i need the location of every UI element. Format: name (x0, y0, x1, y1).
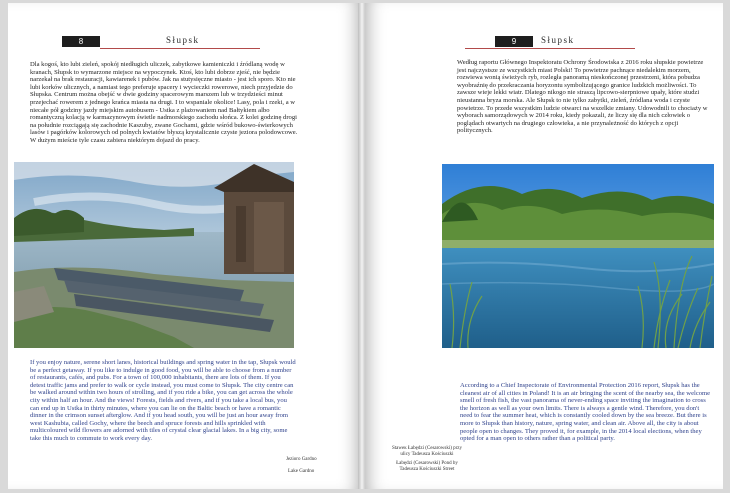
page-number: 8 (62, 36, 100, 47)
photo-caption-polish: Staweк Łabędzi (Cesarowski) przy ulicy Tadeusza Kościuszki (391, 446, 463, 457)
english-body-text: If you enjoy nature, serene short lanes, historical buildings and spring water in the tap, Słupsk would be a perfect getaway. If you like to indulge in good food, you will be able to choose from a number of restaurants, cafés, and pubs. For a town of 100,000 inhabitants, there are lots of them. If you detest traffic jams and prefer to walk or cycle instead, you must come to Słupsk. The city centre can be walked around within two hours of strolling, and if you ride a bike, you can get across the whole city within half an hour. And the views! Forests, fields and rivers, and if you take a local bus, you can end up in Ustka in thirty minutes, where you can lie on the Baltic beach or have a romantic dinner in the crimson sunset afterglow. And if you head south, you will be just an hour away from west Kashubia, called Gochy, where the beech and spruce forests and hills sprinkled with multicoloured wild flowers are adorned with tiles of crystal clear glacial lakes. In a big city, some take this much to commute to work every day. (30, 359, 296, 442)
photo-caption-english: Łabędzi (Cesarowski) Pond by Tadeusza Kościuszki Street (396, 461, 458, 472)
left-page-header (8, 36, 360, 50)
english-body-text: According to a Chief Inspectorate of Environmental Protection 2016 report, Słupsk has the cleanest air of all cities in Poland! It is an air bringing the scent of the nearby sea, the welcome smell of fresh fish, the vast panorama of never-ending space inviting the imagination to cross the horizon as well as your own limits. There is always a gentle wind. Therefore, you don't need to fear the summer heat, which is constantly cooled down by the sea breeze. But there is more to Słupsk than history, nature, spring water, and clean air. Above all, the city is about people open to changes. They proved it, for example, in the 2014 local elections, when they opted for a man open to others rather than a political party. (460, 382, 711, 443)
photo-caption-polish: Jezioro Gardno (286, 457, 317, 462)
running-title: Słupsk (166, 35, 200, 45)
polish-body-text: Dla kogoś, kto lubi zieleń, spokój niedługich uliczek, zabytkowe kamieniczki i źródlaną wodę w kranach, Słupsk to wymarzone miejsce na wypoczynek. Ktoś, kto lubi dobrze zjeść, nie będzie narzekał na brak restauracji, kawiarenek i pubów. Jak na stutysięczne miasto - jest ich sporo. Kto nie lubi korków ulicznych, a namiast tego preferuje spacery i wycieczki rowerowe, niech przyjedzie do Słupska. Centrum można obejść w dwie godziny spacerowym marszem lub w trzydzieści minut przejechać rowerem z jednego krańca miasta na drugi. I to wspaniale okolice! Lasy, pola i rzeki, a w niecałe pół godziny jazdy miejskim autobusem - Ustka z plażowaniem nad Bałtykiem albo romantyczną kolacją w karmazynowym świetle nadmorskiego zachodu słońca. Z kolei godzinę drogi na południe rozciągają się zachodnie Kaszuby, zwane Gochami, gdzie wśród bukowo-świerkowych lasów i pagórków kolorowych od polnych kwiatów błyszą krystalicznie czyste jeziora polodowcowe. W dużym mieście tyle czasu zabiera niektórym dojazd do pracy. (30, 61, 298, 144)
right-page-header (365, 36, 723, 50)
right-page (365, 3, 723, 489)
running-title: Słupsk (541, 35, 575, 45)
swan-pond-photo (442, 164, 714, 348)
page-number: 9 (495, 36, 533, 47)
header-rule (465, 48, 635, 49)
polish-body-text: Według raportu Głównego Inspektoratu Ochrony Środowiska z 2016 roku słupskie powietrze jest najczystsze ze wszystkich miast Polski! To powietrze pachnące niedalekim morzem, rozwiewa wonią świeżych ryb, rozległa panoramą nieskończonej przestrzeni, która pobudza wyobraźnię do przekraczania horyzontu symbolizującego granice ludzkich możliwości. To zawsze wieje lekki wiatr. Dlatego nikogo nie straszą lipcowo-sierpniowe upały, które studzi nieustanna bryza morska. Ale Słupsk to nie tylko zabytki, zieleń, źródlana woda i czyste powietrze. To przede wszystkim ludzie otwarci na wszelkie zmiany. Udowodnili to chociaży w wyborach samorządowych w 2014 roku, kiedy pokazali, że liczy się dla nich człowiek o poglądach otwartych na drugiego człowieka, a nie przynależność do których z opcji politycznych. (457, 59, 708, 135)
photo-caption-english: Lake Gardno (288, 469, 315, 474)
left-page (8, 3, 360, 489)
header-rule (100, 48, 260, 49)
lake-gardno-photo (14, 162, 294, 348)
